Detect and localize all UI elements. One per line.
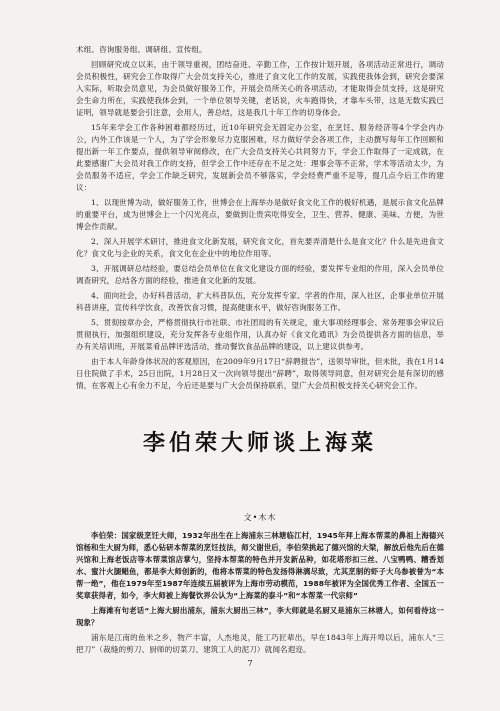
page-number: 7 [247, 659, 253, 668]
paragraph: 由于本人年龄身体状况的客观原因，在2009年9月17日“辞聘报告”，送领导审批，但未批，我在1月14日住院做了手术，25日出院，1月28日又一次向领导提出“辞聘”，取得领导同意，但对研究会是有深切的感情，在客观上心有余力不足，今后还是要与广大会员保持联系，望广大会员积极支持关心研究会工作。 [76, 357, 444, 390]
article-paragraph: 浦东是江南的鱼米之乡，物产丰富，人杰地灵，能工巧匠辈出，早在1843年上海开埠以后，浦东人“三把刀”（裁缝的剪刀、厨师的切菜刀、建筑工人的泥刀）就闻名遐迩。 [76, 633, 444, 654]
article-lead: 李伯荣：国家级烹饪大师，1932年出生在上海浦东三林塘临江村，1945年拜上海本帮菜的鼻祖上海德兴馆杨和生大厨为师，悉心钻研本帮菜的烹饪技法，师父谢世后，李伯荣挑起了德兴馆的大梁，解放后他先后在德兴馆和上海老饭店等本帮菜馆店掌勺，坚持本帮菜的特色并开发新品种，如花塔形扣三丝、八宝鸭鸭、糟香划水、蜜汁火腿鲳鱼，都是李大师创新的，他将本帮菜的特色发扬得淋漓尽致，尤其烹制的虾子大乌参被誉为“本帮一绝”，他在1979年至1987年连续五届被评为上海市劳动模范，1988年被评为全国优秀工作者、全国五一奖章获得者，如今，李大师被上海餐饮界公认为“上海菜的泰斗”和“本帮菜一代宗师” [76, 531, 444, 600]
article-body [76, 530, 444, 659]
article-title: 李伯荣大师谈上海菜 [142, 431, 377, 456]
paragraph: 3、开展调研总结经验，要总结会员单位在食文化建设方面的经验，要发挥专业组的作用，深入会员单位调查研究，总结各方面的经验，推进食文化新的发展。 [76, 264, 444, 285]
paragraph: 1、以现世博为动，做好服务工作，世博会在上海举办是做好食文化工作的极好机遇，是展示食文化品牌的重要平台，成为世博会上一个闪光亮点，要做到让贵宾吃得安全，卫生、营养、健康、美味、方便，为世博会作贡献。 [76, 198, 444, 231]
paragraph: 回顾研究成立以来，由于领导重视，团结奋进、辛勤工作，工作按计划开展，各项活动正常进行，调动会员积极性，研究会工作取得广大会员支持关心，推进了食文化工作的发展，实践使我体会到，研究会要深入实际，听取会员意见，为会员做好服务工作，开展会员所关心的各项活动，才能取得会员支持，这是研究会生命力所在，实践使我体会到，一个单位领导关键，老话说，火车跑得快，才靠车头带，这是无数实践已证明，领导就是要会引注意，会用人，善总结，这是我几十年工作的切身体会。 [76, 60, 444, 117]
paragraph: 2、深入开展学术研讨，推进食文化新发展，研究食文化，首先要弄清楚什么是食文化？什么是先进食文化？食文化与企业的关系，食文化在企业中的地位作用等。 [76, 237, 444, 258]
paragraph: 15年来学会工作各种困难都经历过，近10年研究会无固定办公室，在烹饪、服务经济等4个学会内办公，内外工作该是一个人，为了学会形象尽力克服困难，尽力做好学会各项工作，主动撰写每年工作回顾和提出新一年工作要点，提供领导审阅修改，在广大会员支持关心共同努力下，学会工作取得了一定成就，在此要感谢广大会员对我工作的支持，但学会工作中还存在不足之处：理事会等不正常，学术等活动太少，为会员服务不适应，学会工作缺乏研究，发展新会员不够落实，学会经费严重不足等，提几点今后工作的建议： [76, 123, 444, 192]
paragraph: 4、面向社会，办好科普活动，扩大科普队伍，充分发挥专家、学者的作用，深入社区，企事业单位开展科普讲座，宣传科学饮食，改善饮食习惯，提高健康水平，做好咨询服务工作。 [76, 291, 444, 312]
article-question: 上海滩有句老话“上海大厨出浦东，浦东大厨出三林”，李大师就是名厨又是浦东三林塘人，如何看待这一现象？ [76, 606, 444, 627]
paragraph: 术组、咨询服务组、调研组、宣传组。 [76, 45, 207, 54]
article-byline: 文•木木 [243, 513, 277, 522]
paragraph: 5、贯彻按章办会，严格贯彻执行市社联、市社团局的有关规定，重大事项经理事会、常务理事会审议后贯彻执行，加强组织建设，充分发挥各专业组作用，认真办好《食文化通讯》为会员提供各方面的信息，举办有关培训班，开展菜肴品牌评选活动，推动餐饮食品品牌的建设，以上建议供参考。 [76, 318, 444, 351]
